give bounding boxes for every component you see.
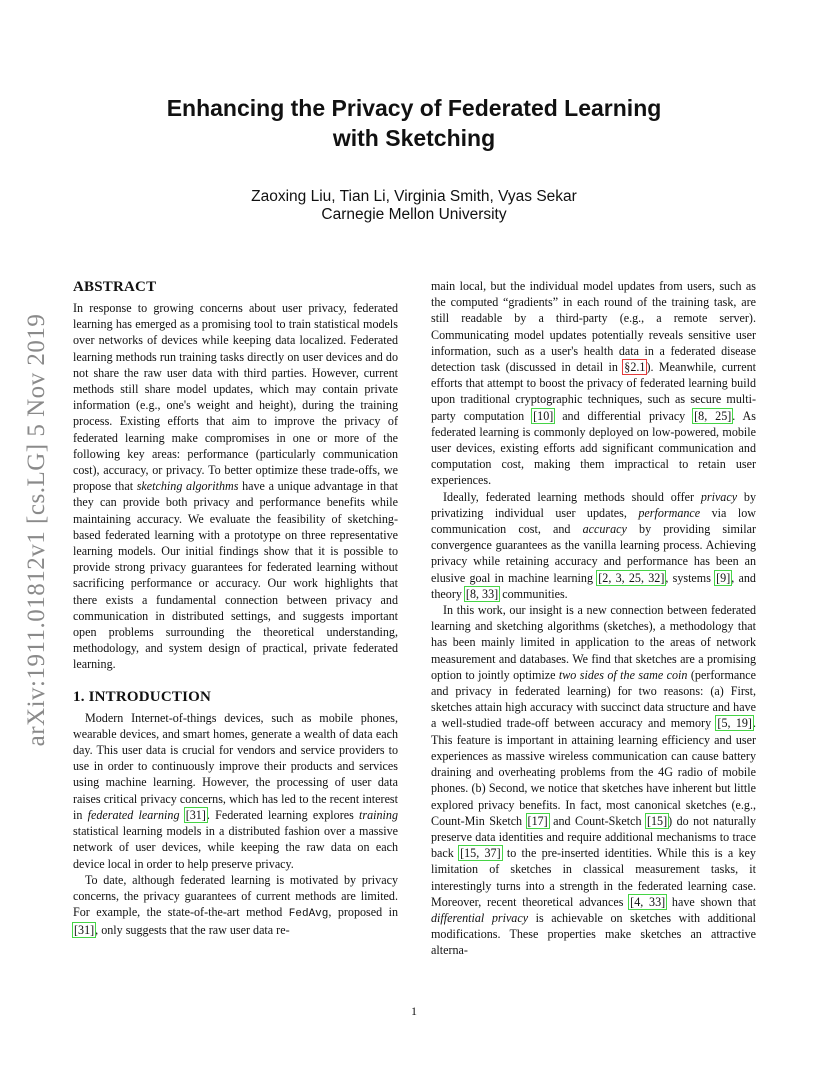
intro-p1-c: statistical learning models in a distributed fashion over a massive network of user devices, while keeping the raw data on each device local in order to help preserve privacy. [73,824,398,871]
intro-p1-a: Modern Internet-of-things devices, such as mobile phones, wearable devices, and smart homes, generate a wealth of data each day. This user data is crucial for vendors and service providers to use in order to continuously improve their products and services using machine learning. However, the processing of user data raises critical privacy concerns, which has led to the recent interest in [73,710,398,822]
intro-p3-b: by privatizing individual user updates, [431,489,757,520]
introduction-heading: 1. INTRODUCTION [73,688,212,705]
abstract-text-b: have a unique advantage in that they can provide both privacy and performance benefits while maintaining accuracy. We evaluate the feasibility of sketching-based federated learning with a prototype on three representative learning models. Our initial findings show that it is possible to provide strong privacy guarantees for federated learning without sacrificing performance or accuracy. Our work highlights that there exists a fundamental connection between privacy and communication in distributed settings, and suggests important open problems surrounding the theoretical understanding, methodology, and system design of practical, private federated learning. [73,479,398,672]
citation-link[interactable]: [31] [185,807,206,822]
intro-paragraph-3 [431,489,756,602]
author-affiliation: Carnegie Mellon University [321,206,507,223]
intro-p4-d: and Count-Sketch [548,813,646,828]
left-column [73,278,398,939]
intro-p2-c-left: , only suggests that the raw user data re- [95,923,290,938]
intro-p3-a: Ideally, federated learning methods should offer [443,489,701,504]
author-names: Zaoxing Liu, Tian Li, Virginia Smith, Vyas Sekar [251,188,577,205]
title-line-2: with Sketching [332,125,496,151]
citation-link[interactable]: [2, 3, 25, 32] [598,570,665,585]
intro-p3-em1: privacy [700,489,738,504]
citation-link[interactable]: [17] [527,813,548,828]
right-column [431,278,756,959]
citation-link[interactable]: [8, 25] [694,408,732,423]
intro-p4-a: In this work, our insight is a new connection between federated learning and sketching algorithms (sketches), a methodology that has been mainly limited in application to the areas of network measurement and databases. We find that sketches are a promising option to jointly optimize [431,603,756,682]
intro-p3-e: , systems [665,570,716,585]
intro-p4-f: to the pre-inserted identities. While this is a key limitation of sketches in classical measurement tasks, it interestingly turns into a strength in the federated learning case. Moreover, recent theoretical advances [431,846,756,909]
intro-p4-b: (performance and privacy in federated learning) for two reasons: (a) First, sketches attain high accuracy with succinct data structure and have a well-studied trade-off between accuracy and memory [431,667,757,731]
intro-p3-g: communities. [499,586,568,601]
intro-p2-c-right: main local, but the individual model updates from users, such as the computed “gradients” in each round of the training task, are still readable by a third-party (e.g., a remote server). Communicating model updates potentially reveals sensitive user information, such as a user's health data in a federated disease detection task (discussed in detail in [431,279,756,375]
intro-paragraph-2-continued [431,278,756,489]
abstract-heading: ABSTRACT [73,279,157,295]
title-line-1: Enhancing the Privacy of Federated Learning [166,95,662,121]
intro-p4-h: is achievable on sketches with additional modifications. These properties make sketches an attractive alterna- [431,910,756,958]
intro-p3-f: , and theory [431,570,756,601]
author-block [0,188,828,224]
intro-p4-e: ) do not naturally preserve data identities and require additional mechanisms to trace back [431,813,756,861]
intro-p4-c: . This feature is important in attaining learning efficiency and user experiences as massive wireless communication can cause battery draining and overheating problems from the 4G radio of mobile phones. (b) Second, we notice that sketches have inherent but little explored privacy benefits. In fact, most canonical sketches (e.g., Count-Min Sketch [431,716,756,828]
intro-p2-e: and differential privacy [554,408,694,423]
abstract-text [73,300,398,673]
intro-p2-f: . As federated learning is commonly deployed on low-powered, mobile user devices, existing efforts add significant communication and computation cost, making them impractical to retain user experiences. [431,408,756,488]
intro-p1-b: . Federated learning explores [206,807,360,822]
fedavg-code: FedAvg [288,908,329,921]
citation-link[interactable]: [15] [646,813,668,828]
citation-link[interactable]: [5, 19] [717,716,752,731]
intro-paragraph-1 [73,710,398,872]
intro-p2-d: ). Meanwhile, current efforts that attempt to boost the privacy of federated learning build upon traditional cryptographic techniques, such as secure multi-party computation [431,360,756,423]
citation-link[interactable]: [15, 37] [460,846,501,861]
intro-p3-d: by providing similar convergence guarantees as the vanilla learning process. Achieving privacy while retaining accuracy and performance has been an elusive goal in machine learning [431,522,756,585]
intro-p2-a: To date, although federated learning is motivated by privacy concerns, the privacy guarantees of current methods are limited. For example, the state-of-the-art method [73,872,398,920]
intro-p1-em2: training [359,807,398,822]
abstract-emphasis: sketching algorithms [136,479,239,494]
intro-p4-em2: differential privacy [431,910,529,925]
intro-paragraph-2-start [73,872,398,939]
citation-link[interactable]: [9] [716,570,731,585]
intro-paragraph-4 [431,602,756,958]
abstract-text-a: In response to growing concerns about user privacy, federated learning has emerged as a promising tool to train statistical models over networks of devices while keeping data localized. Federated learning methods run training tasks directly on user devices and do not share the raw user data with third parties. However, current methods still share model updates, which may contain private information (e.g., one's weight and height), during the training process. Existing efforts that aim to improve the privacy of federated learning make compromises in one or more of the following key areas: performance (particularly communication cost), accuracy, or privacy. To better optimize these trade-offs, we propose that [73,301,398,494]
intro-p3-c: via low communication cost, and [431,505,756,537]
page-number: 1 [411,1004,417,1018]
arxiv-stamp-text: arXiv:1911.01812v1 [cs.LG] 5 Nov 2019 [23,313,50,747]
intro-p2-b: , proposed in [328,905,398,920]
section-gap [73,673,398,688]
intro-p3-em2: performance [638,505,701,520]
arxiv-stamp [22,290,52,770]
citation-link[interactable]: [8, 33] [465,586,499,601]
intro-p4-g: have shown that [666,894,756,909]
citation-link[interactable]: [10] [533,408,554,423]
citation-link[interactable]: [4, 33] [630,894,666,909]
intro-p1-em1: federated learning [87,807,180,822]
intro-p3-em3: accuracy [582,522,627,537]
citation-link[interactable]: [31] [74,923,95,938]
intro-p4-em1: two sides of the same coin [558,667,688,682]
paper-title [0,93,828,153]
section-link[interactable]: §2.1 [624,360,646,375]
